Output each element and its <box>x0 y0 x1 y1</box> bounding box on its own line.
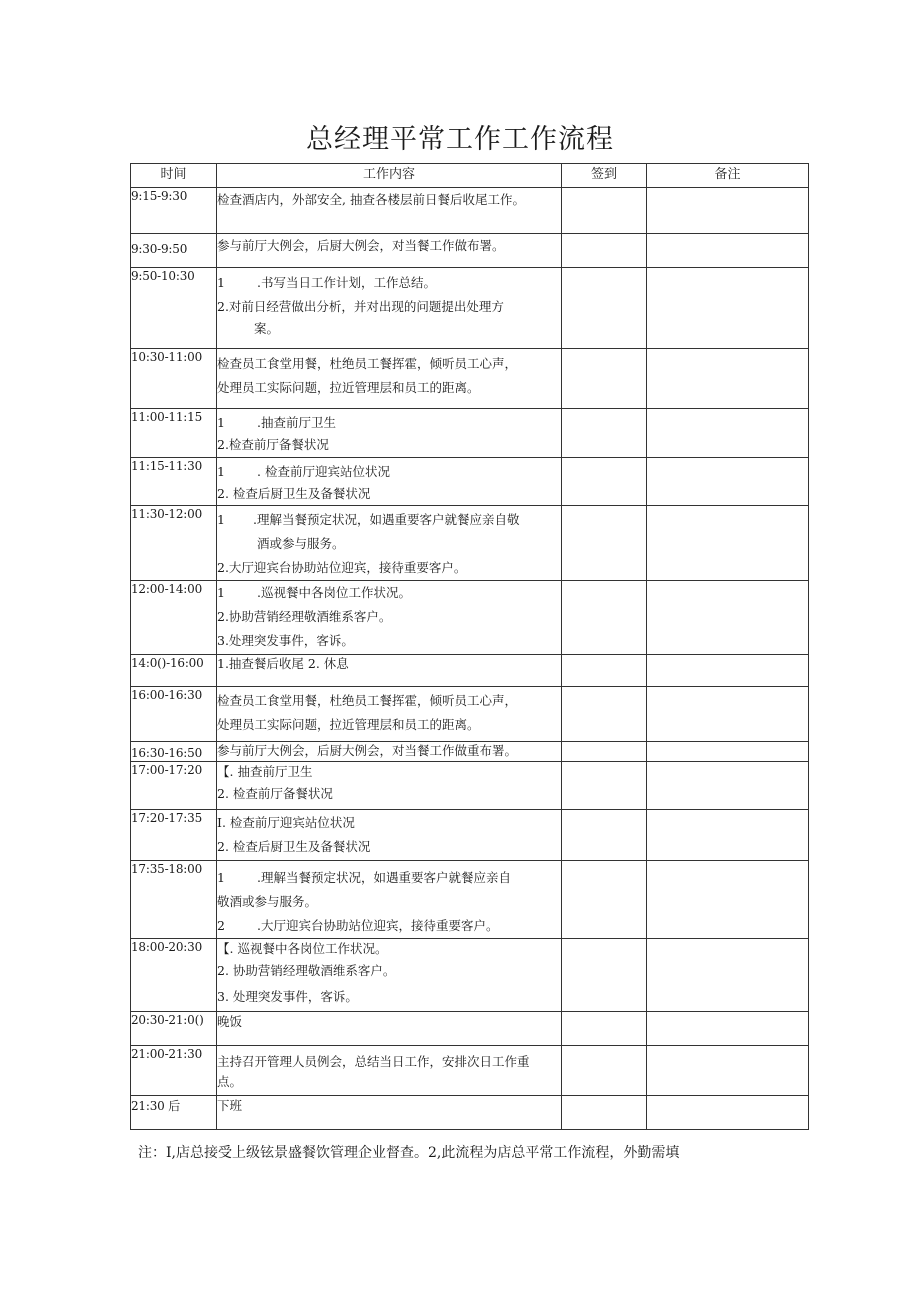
remark-cell <box>647 1046 809 1096</box>
content-line: 酒或参与服务。 <box>257 536 345 551</box>
table-row <box>131 506 809 581</box>
remark-cell <box>647 409 809 458</box>
header-content: 工作内容 <box>217 164 562 188</box>
time-cell: 17:20-17:35 <box>131 810 217 861</box>
time-cell: 11:30-12:00 <box>131 506 217 581</box>
sign-cell <box>562 762 647 810</box>
sign-cell <box>562 234 647 268</box>
header-time: 时间 <box>131 164 217 188</box>
content-line: 1 .理解当餐预定状况，如遇重要客户就餐应亲自 <box>217 870 511 885</box>
time-cell: 21:30 后 <box>131 1096 217 1130</box>
content-cell <box>217 861 562 939</box>
content-line: 2.大厅迎宾台协助站位迎宾，接待重要客户。 <box>217 560 467 575</box>
time-cell: 16:30-16:50 <box>131 742 217 762</box>
content-line: 处理员工实际问题，拉近管理层和员工的距离。 <box>217 380 480 395</box>
remark-cell <box>647 581 809 655</box>
time-cell: 9:30-9:50 <box>131 234 217 268</box>
remark-cell <box>647 188 809 234</box>
content-cell <box>217 349 562 409</box>
content-cell <box>217 1046 562 1096</box>
remark-cell <box>647 349 809 409</box>
sign-cell <box>562 1046 647 1096</box>
content-line: 2.协助营销经理敬酒维系客户。 <box>217 609 392 624</box>
content-line: 2. 检查后厨卫生及备餐状况 <box>217 486 371 501</box>
content-line: 1 .巡视餐中各岗位工作状况。 <box>217 585 411 600</box>
remark-cell <box>647 1096 809 1130</box>
content-line: 2 .大厅迎宾台协助站位迎宾，接待重要客户。 <box>217 918 499 933</box>
content-line: 【. 巡视餐中各岗位工作状况。 <box>217 941 388 956</box>
content-line: 处理员工实际问题，拉近管理层和员工的距离。 <box>217 717 480 732</box>
content-cell <box>217 506 562 581</box>
remark-cell <box>647 939 809 1012</box>
content-line: 参与前厅大例会，后厨大例会，对当餐工作做布署。 <box>217 238 505 253</box>
content-line: 1 .抽查前厅卫生 <box>217 415 336 430</box>
table-row <box>131 687 809 742</box>
remark-cell <box>647 1012 809 1046</box>
table-row <box>131 810 809 861</box>
content-line: 参与前厅大例会，后厨大例会，对当餐工作做重布署。 <box>217 743 518 758</box>
content-line: 2.检查前厅备餐状况 <box>217 437 329 452</box>
table-row <box>131 188 809 234</box>
content-line: 3.处理突发事件，客诉。 <box>217 633 354 648</box>
remark-cell <box>647 762 809 810</box>
content-line: 检查酒店内，外部安全, 抽查各楼层前日餐后收尾工作。 <box>217 192 525 207</box>
time-cell: 18:00-20:30 <box>131 939 217 1012</box>
remark-cell <box>647 506 809 581</box>
table-row <box>131 458 809 506</box>
content-line: 3. 处理突发事件，客诉。 <box>217 989 358 1004</box>
table-row <box>131 349 809 409</box>
content-line: 2. 检查后厨卫生及备餐状况 <box>217 839 371 854</box>
table-row <box>131 1046 809 1096</box>
content-cell <box>217 409 562 458</box>
content-line: 2. 协助营销经理敬酒维系客户。 <box>217 963 396 978</box>
page-title: 总经理平常工作工作流程 <box>306 124 614 155</box>
sign-cell <box>562 349 647 409</box>
table-row <box>131 409 809 458</box>
content-cell <box>217 687 562 742</box>
workflow-table <box>130 163 809 1130</box>
table-header-row <box>131 164 809 188</box>
table-row <box>131 861 809 939</box>
content-cell <box>217 188 562 234</box>
content-line: I. 检查前厅迎宾站位状况 <box>217 815 355 830</box>
time-cell: 14:0()-16:00 <box>131 655 217 687</box>
sign-cell <box>562 861 647 939</box>
time-cell: 11:15-11:30 <box>131 458 217 506</box>
sign-cell <box>562 1096 647 1130</box>
header-remark: 备注 <box>647 164 809 188</box>
sign-cell <box>562 1012 647 1046</box>
content-line: 1 . 检查前厅迎宾站位状况 <box>217 464 390 479</box>
content-line: 下班 <box>217 1098 243 1113</box>
sign-cell <box>562 458 647 506</box>
content-cell <box>217 762 562 810</box>
time-cell: 9:15-9:30 <box>131 188 217 234</box>
sign-cell <box>562 687 647 742</box>
time-cell: 12:00-14:00 <box>131 581 217 655</box>
content-cell <box>217 810 562 861</box>
content-cell <box>217 655 562 687</box>
remark-cell <box>647 458 809 506</box>
time-cell: 9:50-10:30 <box>131 268 217 349</box>
content-line: 1.抽查餐后收尾 2. 休息 <box>217 656 349 671</box>
remark-cell <box>647 742 809 762</box>
time-cell: 17:35-18:00 <box>131 861 217 939</box>
remark-cell <box>647 810 809 861</box>
content-line: 敬酒或参与服务。 <box>217 894 318 909</box>
content-line: 1 .理解当餐预定状况，如遇重要客户就餐应亲自敬 <box>217 512 520 527</box>
remark-cell <box>647 268 809 349</box>
content-cell <box>217 234 562 268</box>
table-row <box>131 655 809 687</box>
table-row <box>131 762 809 810</box>
remark-cell <box>647 687 809 742</box>
content-line: 2. 检查前厅备餐状况 <box>217 786 333 801</box>
time-cell: 21:00-21:30 <box>131 1046 217 1096</box>
remark-cell <box>647 234 809 268</box>
content-line: 案。 <box>254 321 280 336</box>
content-line: 1 .书写当日工作计划，工作总结。 <box>217 275 436 290</box>
time-cell: 10:30-11:00 <box>131 349 217 409</box>
time-cell: 11:00-11:15 <box>131 409 217 458</box>
remark-cell <box>647 655 809 687</box>
sign-cell <box>562 581 647 655</box>
content-line: 晚饭 <box>217 1014 243 1029</box>
content-cell <box>217 458 562 506</box>
content-cell <box>217 1096 562 1130</box>
content-line: 检查员工食堂用餐，杜绝员工餐挥霍，倾听员工心声， <box>217 356 518 371</box>
content-line: 主持召开管理人员例会，总结当日工作，安排次日工作重 <box>217 1054 530 1069</box>
header-sign: 签到 <box>562 164 647 188</box>
table-row <box>131 742 809 762</box>
sign-cell <box>562 939 647 1012</box>
table-row <box>131 939 809 1012</box>
content-line: 2.对前日经营做出分析，并对出现的问题提出处理方 <box>217 299 504 314</box>
sign-cell <box>562 506 647 581</box>
table-row <box>131 1012 809 1046</box>
table-row <box>131 1096 809 1130</box>
time-cell: 20:30-21:0() <box>131 1012 217 1046</box>
table-row <box>131 234 809 268</box>
content-line: 点。 <box>217 1074 243 1089</box>
time-cell: 16:00-16:30 <box>131 687 217 742</box>
content-cell <box>217 742 562 762</box>
sign-cell <box>562 810 647 861</box>
sign-cell <box>562 742 647 762</box>
content-line: 【. 抽查前厅卫生 <box>217 764 313 779</box>
time-cell: 17:00-17:20 <box>131 762 217 810</box>
sign-cell <box>562 268 647 349</box>
content-cell <box>217 939 562 1012</box>
content-cell <box>217 268 562 349</box>
sign-cell <box>562 409 647 458</box>
content-cell <box>217 1012 562 1046</box>
table-row <box>131 268 809 349</box>
footer-note: 注：I,店总接受上级铉景盛餐饮管理企业督查。2,此流程为店总平常工作流程，外勤需填 <box>138 1145 680 1161</box>
sign-cell <box>562 655 647 687</box>
remark-cell <box>647 861 809 939</box>
table-row <box>131 581 809 655</box>
content-line: 检查员工食堂用餐，杜绝员工餐挥霍，倾听员工心声， <box>217 693 518 708</box>
content-cell <box>217 581 562 655</box>
sign-cell <box>562 188 647 234</box>
